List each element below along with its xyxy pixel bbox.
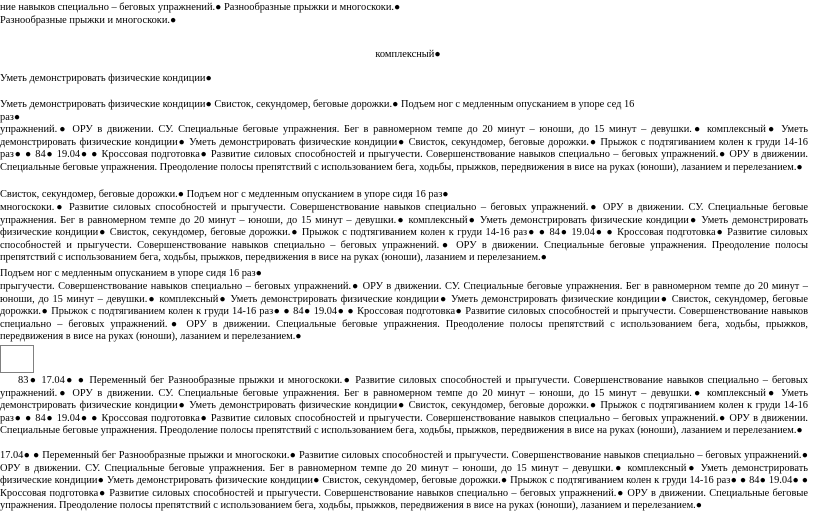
text-line-6: Свисток, секундомер, беговые дорожки.● Подъем ног с медленным опусканием в упоре сидя 16 раз● — [0, 189, 449, 200]
text-line-2: Разнообразные прыжки и многоскоки.● — [0, 15, 177, 26]
text-line-1: ние навыков специально – беговых упражнений.● Разнообразные прыжки и многоскоки.● — [0, 2, 401, 13]
paragraph-3: прыгучести. Совершенствование навыков специально – беговых упражнений.● ОРУ в движении. СУ. Специальные беговые упражнения. Бег в равномерном темпе до 20 минут – юноши, до 15 минут – девушки.● комплексный● Уметь демонстрировать физические кондиции● Уметь демонстрировать физические кондиции● Свисток, секундомер, беговые дорожки.● Прыжок с подтягиванием колен к груди 14-16 раз● ● 84● 19.04● ● Кроссовая подготовка● Развитие силовых способностей и прыгучести. Совершенствование навыков специально – беговых упражнений.● ОРУ в движении. Специальные беговые упражнения. Преодоление полосы препятствий с использованием бега, ходьбы, прыжков, передвижения в висе на руках (юноши), лазанием и перелезанием.● — [0, 281, 808, 343]
empty-box — [0, 345, 34, 373]
paragraph-4: 83● 17.04● ● Переменный бег Разнообразные прыжки и многоскоки.● Развитие силовых способностей и прыгучести. Совершенствование навыков специально – беговых упражнений.● ОРУ в движении. СУ. Специальные беговые упражнения. Бег в равномерном темпе до 20 минут – юноши, до 15 минут – девушки.● комплексный● Уметь демонстрировать физические кондиции● Уметь демонстрировать физические кондиции● Свисток, секундомер, беговые дорожки.● Прыжок с подтягиванием колен к груди 14-16 раз● ● 84● 19.04● ● Кроссовая подготовка● Развитие силовых способностей и прыгучести. Совершенствование навыков специально – беговых упражнений.● ОРУ в движении. Специальные беговые упражнения. Преодоление полосы препятствий с использованием бега, ходьбы, прыжков, передвижения в висе на руках (юноши), лазанием и перелезанием.● — [0, 375, 808, 437]
text-line-5: раз● — [0, 112, 21, 123]
text-line-4: Уметь демонстрировать физические кондиции● Свисток, секундомер, беговые дорожки.● Подъем ног с медленным опусканием в упоре сед 16 — [0, 99, 635, 110]
paragraph-2: многоскоки.● Развитие силовых способностей и прыгучести. Совершенствование навыков специально – беговых упражнений.● ОРУ в движении. СУ. Специальные беговые упражнения. Бег в равномерном темпе до 20 минут – юноши, до 15 минут – девушки.● комплексный● Уметь демонстрировать физические кондиции● Уметь демонстрировать физические кондиции● Свисток, секундомер, беговые дорожки.● Прыжок с подтягиванием колен к груди 14-16 раз● ● 84● 19.04● ● Кроссовая подготовка● Развитие силовых способностей и прыгучести. Совершенствование навыков специально – беговых упражнений.● ОРУ в движении. Специальные беговые упражнения. Преодоление полосы препятствий с использованием бега, ходьбы, прыжков, передвижения в висе на руках (юноши), лазанием и перелезанием.● — [0, 202, 808, 264]
text-line-3: Уметь демонстрировать физические кондиции● — [0, 73, 212, 84]
paragraph-5: 17.04● ● Переменный бег Разнообразные прыжки и многоскоки.● Развитие силовых способностей и прыгучести. Совершенствование навыков специально – беговых упражнений.● ОРУ в движении. СУ. Специальные беговые упражнения. Бег в равномерном темпе до 20 минут – юноши, до 15 минут – девушки.● комплексный● Уметь демонстрировать физические кондиции● Уметь демонстрировать физические кондиции● Свисток, секундомер, беговые дорожки.● Прыжок с подтягиванием колен к груди 14-16 раз● ● 84● 19.04● ● Кроссовая подготовка● Развитие силовых способностей и прыгучести. Совершенствование навыков специально – беговых упражнений.● ОРУ в движении. Специальные беговые упражнения. Преодоление полосы препятствий с использованием бега, ходьбы, прыжков, передвижения в висе на руках (юноши), лазанием и перелезанием.● — [0, 450, 808, 512]
centered-label: комплексный● — [375, 49, 441, 60]
text-line-7: Подъем ног с медленным опусканием в упоре сидя 16 раз● — [0, 268, 262, 279]
paragraph-1: упражнений.● ОРУ в движении. СУ. Специальные беговые упражнения. Бег в равномерном темпе до 20 минут – юноши, до 15 минут – девушки.● комплексный● Уметь демонстрировать физические кондиции● Уметь демонстрировать физические кондиции● Свисток, секундомер, беговые дорожки.● Прыжок с подтягиванием колен к груди 14-16 раз● ● 84● 19.04● ● Кроссовая подготовка● Развитие силовых способностей и прыгучести. Совершенствование навыков специально – беговых упражнений.● ОРУ в движении. Специальные беговые упражнения. Преодоление полосы препятствий с использованием бега, ходьбы, прыжков, передвижения в висе на руках (юноши), лазанием и перелезанием.● — [0, 124, 808, 173]
